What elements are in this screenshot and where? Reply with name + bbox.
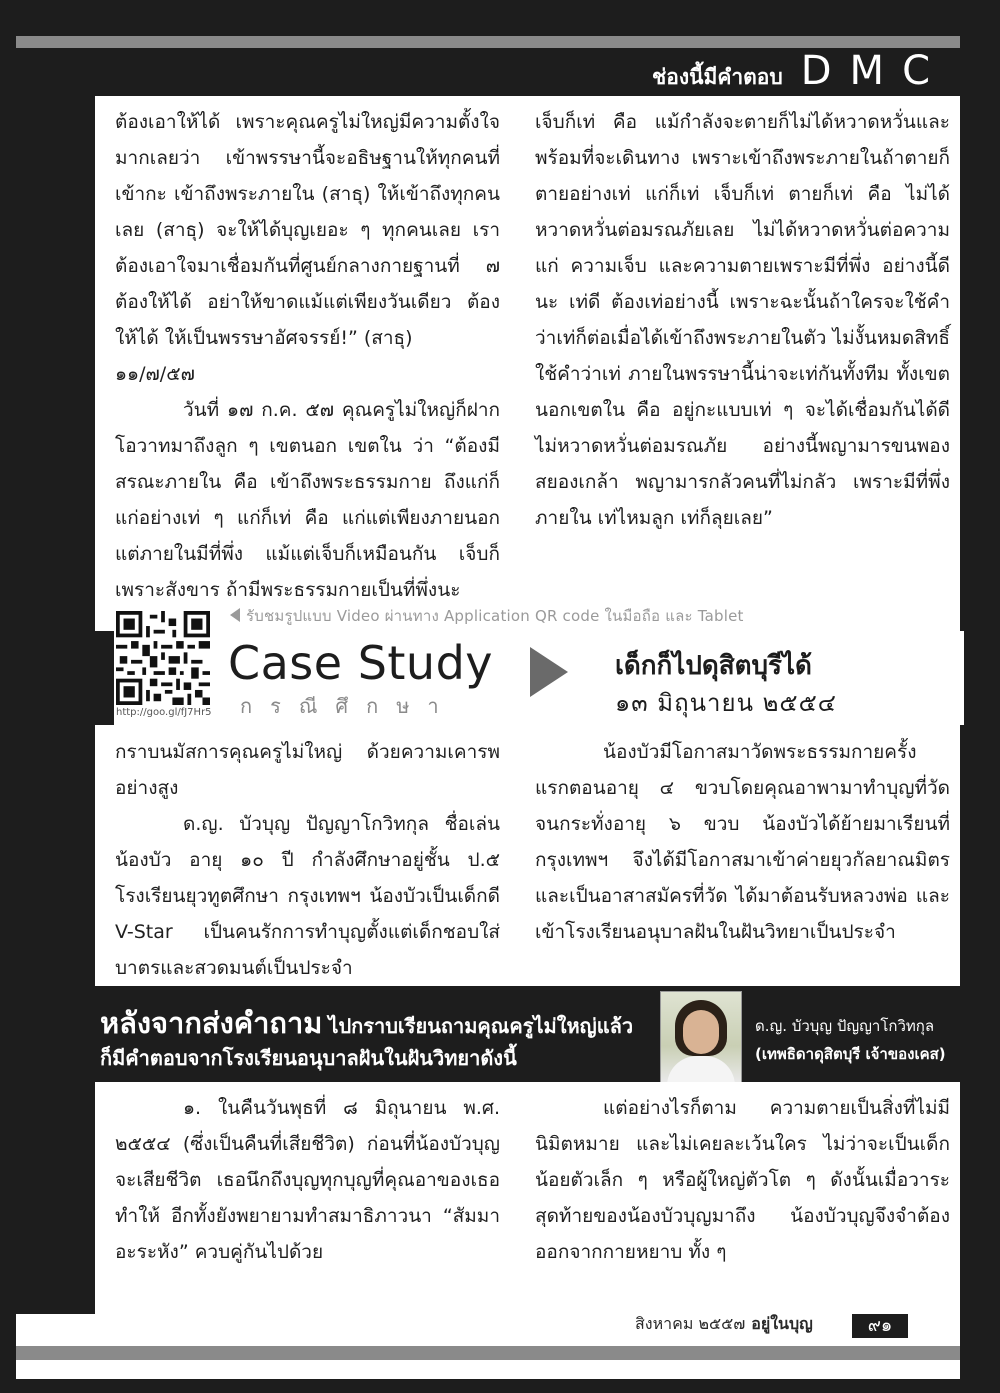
case-study-title: Case Study xyxy=(228,636,494,690)
page-frame-top xyxy=(0,0,1000,18)
photo-caption-name: ด.ญ. บัวบุญ ปัญญาโกวิทกุล xyxy=(755,1017,935,1035)
answer-heading-rest: ไปกราบเรียนถามคุณครูไม่ใหญ่แล้ว xyxy=(328,1014,634,1038)
portrait-photo xyxy=(660,991,742,1083)
footer-issue-line xyxy=(635,1312,813,1337)
bottom-grey-strip xyxy=(16,1346,960,1360)
section-label: ช่องนี้มีคำตอบ xyxy=(652,65,783,89)
qr-caption xyxy=(230,604,744,628)
answer-article-right-column xyxy=(535,1090,950,1270)
brand-logo: DMC xyxy=(800,48,948,94)
answer-heading xyxy=(100,1000,633,1046)
paragraph: ต้องเอาให้ได้ เพราะคุณครูไม่ใหญ่มีความตั้งใจมากเลยว่า เข้าพรรษานี้จะอธิษฐานให้ทุกคนที่เข้ากะ เข้าถึงพระภายใน (สาธุ) ให้เข้าถึงทุกคนเลย (สาธุ) จะให้ได้บุญเยอะ ๆ ทุกคนเลย เราต้องเอาใจมาเชื่อมกันที่ศูนย์กลางกายฐานที่ ๗ ต้องให้ได้ อย่าให้ขาดแม้แต่เพียงวันเดียว ต้องให้ได้ ให้เป็นพรรษาอัศจรรย์!” (สาธุ) xyxy=(115,111,500,349)
footer-issue: สิงหาคม ๒๕๕๗ xyxy=(635,1314,746,1333)
footer xyxy=(16,1314,960,1346)
case-article xyxy=(95,726,960,986)
play-arrow-icon xyxy=(530,647,568,697)
top-article-left-column xyxy=(115,104,500,608)
page-frame-bottom xyxy=(0,1379,1000,1393)
case-study-subtitle: กรณีศึกษา xyxy=(240,694,457,718)
section-header xyxy=(652,48,948,94)
answer-article-left-column xyxy=(115,1090,500,1270)
answer-heading-lead: หลังจากส่งคำถาม xyxy=(100,1006,323,1040)
qr-code-icon[interactable] xyxy=(116,611,210,705)
paragraph: แต่อย่างไรก็ตาม ความตายเป็นสิ่งที่ไม่มีนิมิตหมาย และไม่เคยละเว้นใคร ไม่ว่าจะเป็นเด็กน้อยตัวเล็ก ๆ หรือผู้ใหญ่ตัวโต ๆ ดังนั้นเมื่อวาระสุดท้ายของน้องบัวบุญมาถึง น้องบัวบุญจึงจำต้องออกจากกายหยาบ ทั้ง ๆ xyxy=(535,1097,950,1263)
date-line: ๑๑/๗/๕๗ xyxy=(115,363,195,385)
greeting: กราบนมัสการคุณครูไม่ใหญ่ ด้วยความเคารพอย่างสูง xyxy=(115,741,500,799)
page-frame-left xyxy=(0,0,16,1393)
paragraph: ๑. ในคืนวันพุธที่ ๘ มิถุนายน พ.ศ. ๒๕๕๔ (ซึ่งเป็นคืนที่เสียชีวิต) ก่อนที่น้องบัวบุญจะเสียชีวิต เธอนึกถึงบุญทุกบุญที่คุณอาของเธอทำให้ อีกทั้งยังพยายามทำสมาธิภาวนา “สัมมา อะระหัง” ควบคู่กันไปด้วย xyxy=(115,1097,500,1263)
photo-caption-role: (เทพธิดาดุสิตบุรี เจ้าของเคส) xyxy=(755,1045,946,1063)
top-article xyxy=(95,96,960,604)
header-grey-strip xyxy=(16,36,960,48)
page-number: ๙๑ xyxy=(852,1314,908,1338)
answer-article xyxy=(95,1082,960,1314)
case-article-left-column xyxy=(115,734,500,986)
paragraph: ด.ญ. บัวบุญ ปัญญาโกวิทกุล ชื่อเล่นน้องบัว อายุ ๑๐ ปี กำลังศึกษาอยู่ชั้น ป.๕ โรงเรียนยุวทูตศึกษา กรุงเทพฯ น้องบัวเป็นเด็กดี V-Star เป็นคนรักการทำบุญตั้งแต่เด็กชอบใส่บาตรและสวดมนต์เป็นประจำ xyxy=(115,813,500,979)
top-article-right-column xyxy=(535,104,950,536)
case-article-right-column xyxy=(535,734,950,950)
answer-subheading: ก็มีคำตอบจากโรงเรียนอนุบาลฝันในฝันวิทยาดังนี้ xyxy=(100,1046,517,1070)
case-date: ๑๓ มิถุนายน ๒๕๕๔ xyxy=(615,689,837,717)
left-arrow-icon xyxy=(230,608,240,622)
qr-url[interactable]: http://goo.gl/fJ7Hr5 xyxy=(116,707,212,718)
paragraph: เจ็บก็เท่ คือ แม้กำลังจะตายก็ไม่ได้หวาดหวั่นและพร้อมที่จะเดินทาง เพราะเข้าถึงพระภายในถ้าตายก็ตายอย่างเท่ แก่ก็เท่ เจ็บก็เท่ ตายก็เท่ คือ ไม่ได้หวาดหวั่นต่อมรณภัยเลย ไม่ได้หวาดหวั่นต่อความแก่ ความเจ็บ และความตายเพราะมีที่พึ่ง อย่างนี้ดีนะ เท่ดี ต้องเท่อย่างนี้ เพราะฉะนั้นถ้าใครจะใช้คำว่าเท่ก็ต่อเมื่อได้เข้าถึงพระภายในตัว ไม่งั้นหมดสิทธิ์ใช้คำว่าเท่ ภายในพรรษานี้น่าจะเท่กันทั้งทีม ทั้งเขตนอกเขตใน คือ อยู่กะแบบเท่ ๆ จะได้เชื่อมกันได้ดี ไม่หวาดหวั่นต่อมรณภัย อย่างนี้พญามารขนพองสยองเกล้า พญามารกลัวคนที่ไม่กลัว เพราะมีที่พึ่งภายใน เท่ไหมลูก เท่ก็ลุยเลย” xyxy=(535,111,950,529)
qr-caption-text: รับชมรูปแบบ Video ผ่านทาง Application QR code ในมือถือ และ Tablet xyxy=(246,607,744,625)
footer-magazine: อยู่ในบุญ xyxy=(751,1314,813,1333)
paragraph: น้องบัวมีโอกาสมาวัดพระธรรมกายครั้งแรกตอนอายุ ๔ ขวบโดยคุณอาพามาทำบุญที่วัด จนกระทั่งอายุ ๖ ขวบ น้องบัวได้ย้ายมาเรียนที่กรุงเทพฯ จึงได้มีโอกาสมาเข้าค่ายยุวกัลยาณมิตร และเป็นอาสาสมัครที่วัด ได้มาต้อนรับหลวงพ่อ และเข้าโรงเรียนอนุบาลฝันในฝันวิทยาเป็นประจำ xyxy=(535,741,950,943)
case-headline: เด็กก็ไปดุสิตบุรีได้ xyxy=(615,651,812,681)
page-frame-right xyxy=(960,0,1000,1393)
case-banner-left-strip xyxy=(16,631,114,725)
paragraph: วันที่ ๑๗ ก.ค. ๕๗ คุณครูไม่ใหญ่ก็ฝากโอวาทมาถึงลูก ๆ เขตนอก เขตใน ว่า “ต้องมีสรณะภายใน คือ เข้าถึงพระธรรมกาย ถึงแก่ก็แก่อย่างเท่ ๆ แก่ก็เท่ คือ แก่แต่เพียงภายนอก แต่ภายในมีที่พึ่ง แม้แต่เจ็บก็เหมือนกัน เจ็บก็เพราะสังขาร ถ้ามีพระธรรมกายเป็นที่พึ่งนะ xyxy=(115,399,500,601)
